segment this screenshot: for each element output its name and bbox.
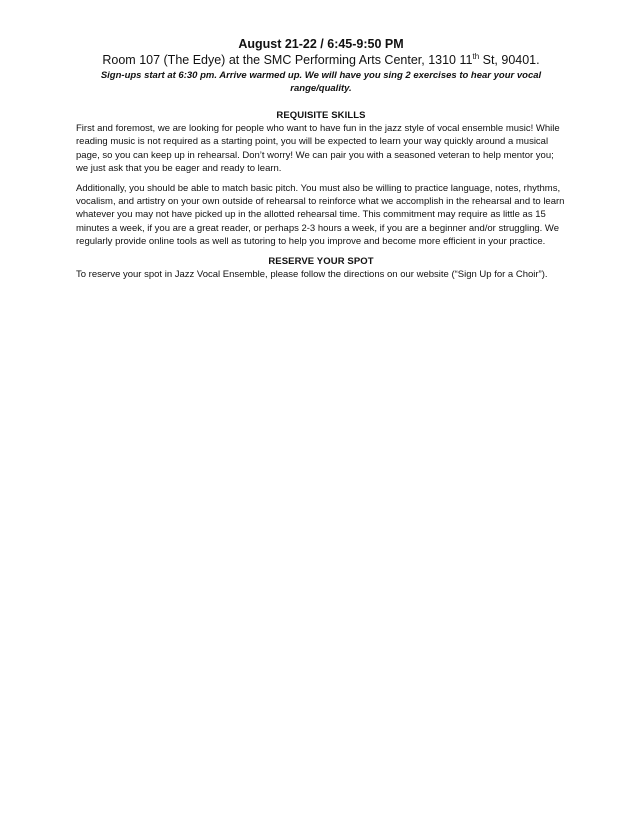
event-date: August 21-22 / 6:45-9:50 PM: [238, 37, 404, 51]
signup-note: Sign-ups start at 6:30 pm. Arrive warmed up. We will have you sing 2 exercises to hear your vocal range/quality.: [100, 70, 542, 94]
ordinal-suffix: th: [472, 51, 480, 61]
document-body: [76, 36, 566, 281]
event-location: [76, 52, 566, 69]
requisite-paragraph-2: Additionally, you should be able to match basic pitch. You must also be willing to practice language, notes, rhythms, vocalism, and artistry on your own outside of rehearsal to reinforce what we accomplish in the rehearsal and to learn whatever you may not have picked up in the allotted rehearsal time. This commitment may require as little as 15 minutes a week, if you are a great reader, or perhaps 2-3 hours a week, if you are a beginner and/or struggling. We regularly provide online tools as well as tutoring to help you improve and become more efficient in your practice.: [76, 182, 565, 248]
location-text: Room 107 (The Edye) at the SMC Performing Arts Center, 1310 11: [102, 53, 473, 67]
requisite-paragraph-1: First and foremost, we are looking for people who want to have fun in the jazz style of vocal ensemble music! While reading music is not required as a starting point, you will be expected to learn your way quickly around a musical page, so you can keep up in rehearsal. Don’t worry! We can pair you with a seasoned veteran to help mentor you; we just ask that you be eager and ready to learn.: [76, 123, 560, 175]
location-text-end: St, 90401.: [479, 53, 540, 67]
reserve-spot-heading: RESERVE YOUR SPOT: [268, 255, 374, 267]
reserve-paragraph: To reserve your spot in Jazz Vocal Ensemble, please follow the directions on our website (“Sign Up for a Choir”).: [76, 268, 548, 280]
requisite-skills-heading: REQUISITE SKILLS: [276, 110, 366, 121]
